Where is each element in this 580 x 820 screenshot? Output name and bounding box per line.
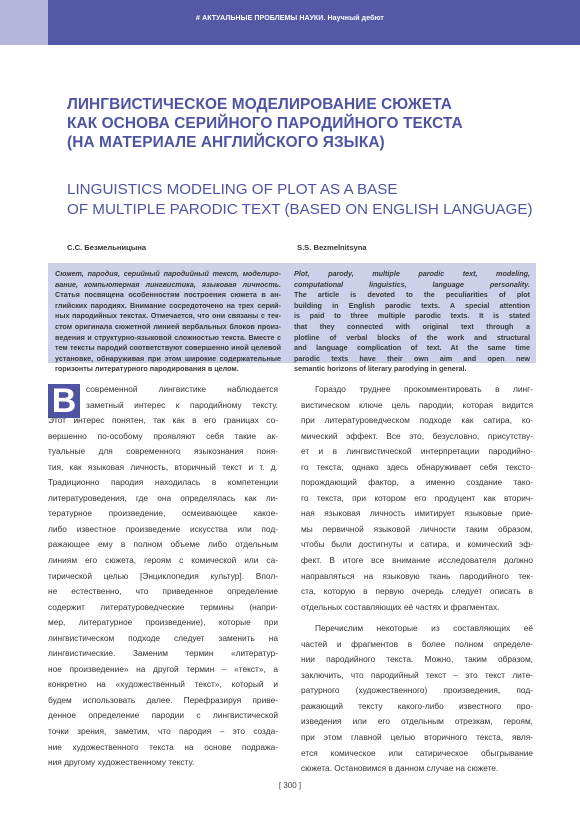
body-right-line: чтобы были достигнуты и сатира, и комический эф- <box>301 539 533 550</box>
body-left-line: Традиционно пародия находилась в компетенции <box>48 477 278 488</box>
body-right-line: сюжета. Остановимся в данном случае на сюжете. <box>301 763 499 774</box>
abstract-ru-line: стом оригинала сюжетной линией вербальных блоков произ- <box>55 321 281 331</box>
abstract-en-line: plotline of verbal blocks of the work and structural <box>294 332 530 342</box>
abstract-ru-line: тем тексты пародий соответствуют совершенно иной целевой <box>55 343 281 353</box>
body-right-line: Гораздо труднее прокомментировать в линг- <box>315 384 533 394</box>
body-right-line: ная языковая личность имитирует языковые прие- <box>301 508 533 519</box>
abstract-en-line: Plot, parody, multiple parodic text, modeling, <box>294 269 530 278</box>
body-right-line: ратурного (художественного) произведения, под- <box>301 685 533 696</box>
body-right-line: изведения или его отдельным отрезкам, героям, <box>301 716 533 727</box>
title-russian <box>67 95 537 152</box>
author-en: S.S. Bezmelnitsyna <box>297 243 367 252</box>
abstract-ru <box>55 269 281 375</box>
body-right-line: Перечислим некоторые из составляющих её <box>315 623 533 634</box>
body-left-line: заметный интерес к пародийному тексту. <box>86 399 278 410</box>
body-left-line: ражающее ему в полном объеме либо отдельным <box>48 539 278 550</box>
body-left-line: точки зрения, заметим, что пародия – это созда- <box>48 726 278 737</box>
abstract-ru-line: Сюжет, пародия, серийный пародийный текст, моделиро- <box>55 269 281 278</box>
body-left-line: лингвистические. Заменим термин «литератур- <box>48 648 278 659</box>
body-right-line: ста, которую в первую очередь следует описать в <box>301 586 533 597</box>
abstract-en-line: semantic horizons of literary parodying in general. <box>294 364 467 374</box>
body-left-line: линиям его сюжета, героям с комической или са- <box>48 555 278 566</box>
body-left-line: современной лингвистике наблюдается <box>86 384 278 394</box>
header-main-block <box>48 0 580 45</box>
abstract-en-line: is paid to three multiple parodic texts. It is stated <box>294 311 530 321</box>
title-en-line: LINGUISTICS MODELING OF PLOT AS A BASE <box>67 181 398 198</box>
body-left-line: не естественно, что приведенное определение <box>48 586 278 597</box>
body-left-line: либо известное произведение искусства или под- <box>48 523 278 534</box>
body-right-line: при литературоведческом подходе как сатира, ко- <box>301 415 533 426</box>
body-right-line: вистическом ключе цель пародии, которая видится <box>301 399 533 410</box>
abstract-en-line: and language complication of text. At the same time <box>294 343 530 353</box>
abstract-ru-line: глийских пародиях. Внимание сосредоточено на трех серий- <box>55 300 281 310</box>
body-left-line: Этот интерес понятен, так как в его границах со- <box>48 415 278 426</box>
body-column-left <box>48 382 278 771</box>
body-left-line: конкретно на «художественный текст», который и <box>48 679 278 690</box>
body-right-line: частей и фрагментов в более полном определе- <box>301 638 533 649</box>
journal-section-label: # АКТУАЛЬНЫЕ ПРОБЛЕМЫ НАУКИ. Научный дебют <box>196 15 384 22</box>
body-column-right <box>301 382 533 777</box>
body-right-line: мический эффект. Все это, безусловно, присутству- <box>301 430 533 441</box>
header-left-block <box>0 0 48 45</box>
abstract-en-line: parodic texts have their own aim and open new <box>294 353 530 363</box>
body-right-line: отдельных составляющих её частях и фрагментах. <box>301 601 500 612</box>
abstract-en-line: computational linguistics, language personality. <box>294 279 530 289</box>
title-ru-line: ЛИНГВИСТИЧЕСКОЕ МОДЕЛИРОВАНИЕ СЮЖЕТА <box>67 96 452 113</box>
abstract-box <box>48 263 536 374</box>
body-left-line: лингвистическом подходе следует заменить на <box>48 632 278 643</box>
body-right-line: заключить, что пародийный текст – это текст лите- <box>301 669 533 680</box>
abstract-ru-line: горизонты литературного пародирования в целом. <box>55 364 239 374</box>
body-left-line: ния другому художественному тексту. <box>48 757 195 768</box>
abstract-ru-line: ведения и структурно-языковой сложностью текста. Вместе с <box>55 332 281 342</box>
body-left-line: будем использовать далее. Перефразируя приве- <box>48 694 278 705</box>
title-ru-line: (НА МАТЕРИАЛЕ АНГЛИЙСКОГО ЯЗЫКА) <box>67 134 385 151</box>
body-right-line: направляться на языковую ткань пародийного тек- <box>301 570 533 581</box>
body-right-line: при этом главной целью вторичного текста, явля- <box>301 732 533 743</box>
body-left-line: мер, литературное произведение), которые при <box>48 617 278 628</box>
body-left-line: тирической целью [Энциклопедия культур]. Впол- <box>48 570 278 581</box>
title-en-line: OF MULTIPLE PARODIC TEXT (BASED ON ENGLISH LANGUAGE) <box>67 201 533 218</box>
abstract-ru-line: вание, компьютерная лингвистика, языковая личность. <box>55 279 281 289</box>
body-left-line: туальные для современного языкознания поня- <box>48 446 278 457</box>
body-left-line: тературное произведение, осмеивающее какое- <box>48 508 278 519</box>
body-left-line: ние художественного текста на основе подража- <box>48 741 278 752</box>
body-right-line: мы первичной языковой личности таким образом, <box>301 523 533 534</box>
body-left-line: тия, как языковая личность, вторичный текст и т. д. <box>48 461 278 472</box>
body-right-line: порождающий фактор, а именно создание тако- <box>301 477 533 488</box>
body-left-line: денное определение пародии с лингвистической <box>48 710 278 721</box>
abstract-en-line: that they connected with original text through a <box>294 321 530 331</box>
body-left-line: ное произведение» на другой термин – «текст», а <box>48 663 278 674</box>
page-header-bar <box>0 0 580 45</box>
abstract-ru-line: установке, обнаруживая при этом широкие содержательные <box>55 353 281 363</box>
title-ru-line: КАК ОСНОВА СЕРИЙНОГО ПАРОДИЙНОГО ТЕКСТА <box>67 115 463 132</box>
abstract-en-line: building in English parodic texts. A special attention <box>294 300 530 310</box>
abstract-ru-line: Статья посвящена особенностям построения сюжета в ан- <box>55 290 281 300</box>
title-english <box>67 180 547 220</box>
drop-cap: В <box>48 384 80 418</box>
author-ru: С.С. Безмельницына <box>67 243 147 252</box>
body-right-line: го текста, при котором его продуцент как вторич- <box>301 492 533 503</box>
body-right-line: фект. В итоге все внимание исследователя должно <box>301 555 533 566</box>
page-number: [ 300 ] <box>278 781 302 790</box>
body-left-line: содержит литературоведческие термины (напри- <box>48 601 278 612</box>
abstract-en-line: The article is devoted to the peculiarities of plot <box>294 290 530 300</box>
body-right-line: го текста, однако здесь обнаруживает себя тексто- <box>301 461 533 472</box>
body-right-line: ражающий тексту какого-либо известного про- <box>301 700 533 711</box>
body-right-line: нии пародийного текста. Можно, таким образом, <box>301 654 533 665</box>
body-right-line: ется комическое или сатирическое обыгрывание <box>301 747 533 758</box>
body-left-line: вершенно по-особому проявляют себя такие ак- <box>48 430 278 441</box>
abstract-ru-line: ных пародийных текстах. Отмечается, что они связаны с тек- <box>55 311 281 321</box>
abstract-en <box>294 269 530 375</box>
body-left-line: литературоведения, где она определялась как ли- <box>48 492 278 503</box>
body-right-line: ет и в лингвистической интерпретации пародийно- <box>301 446 533 457</box>
